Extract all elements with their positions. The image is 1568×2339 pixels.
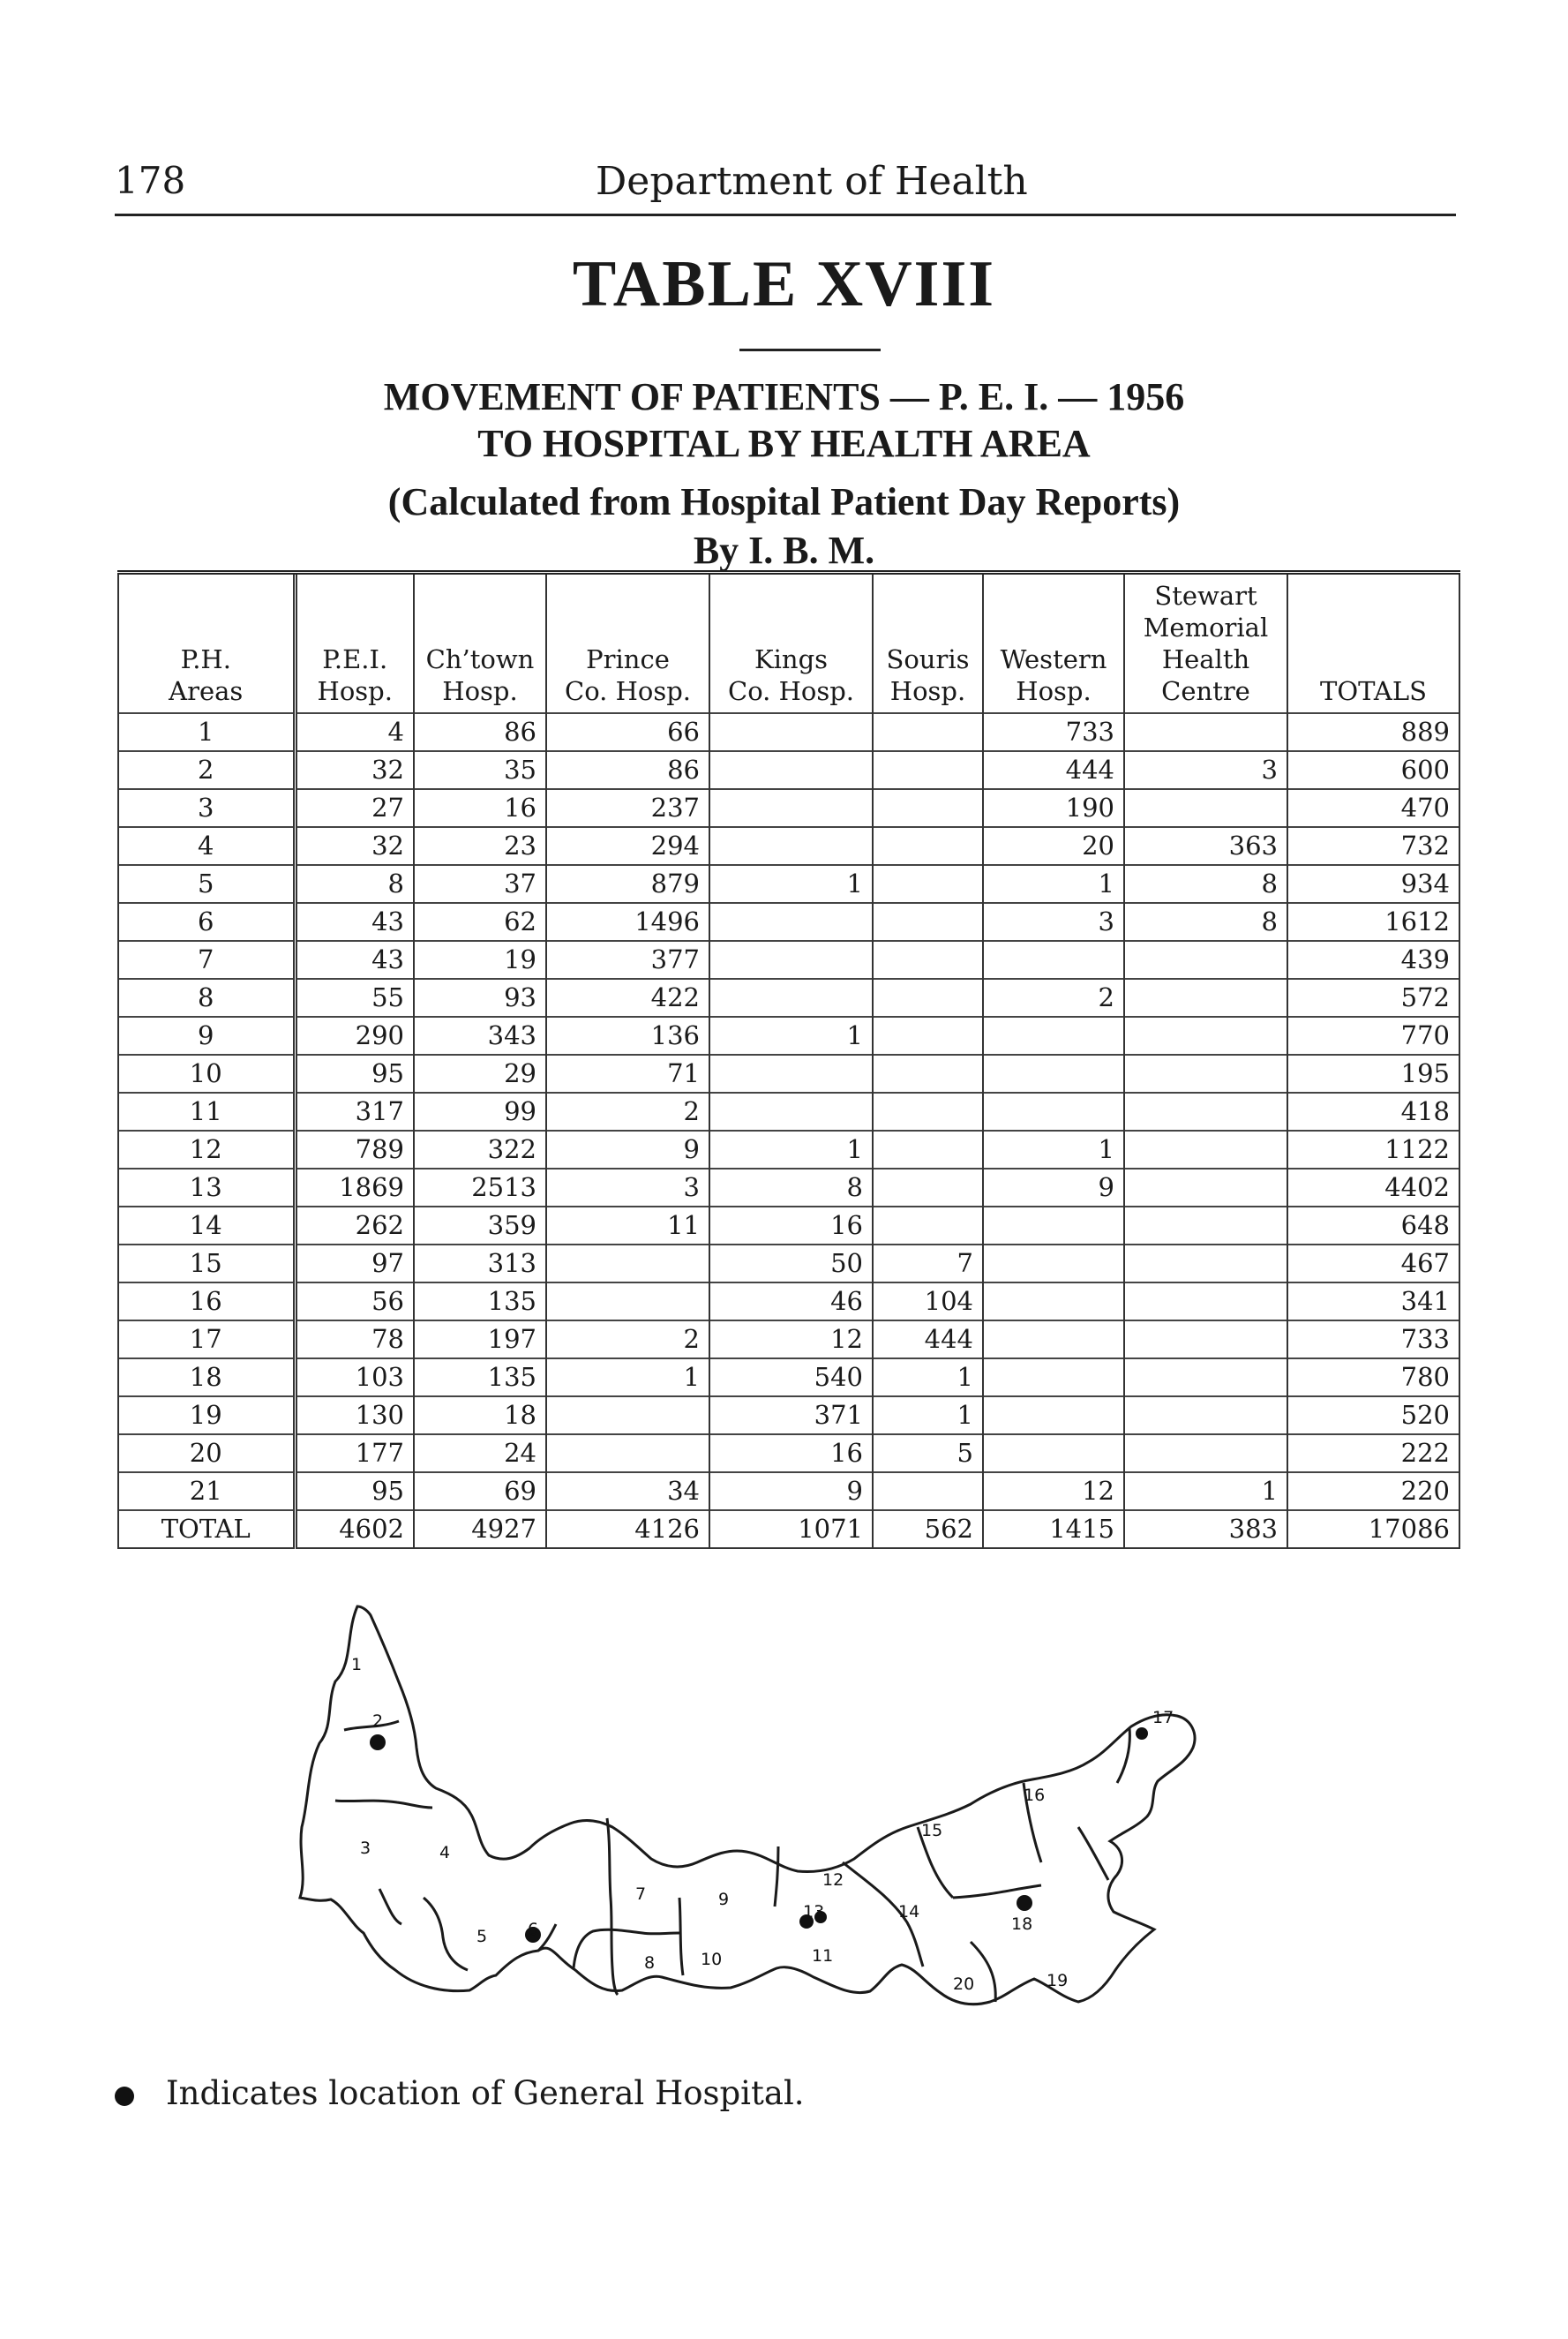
area-label: 8 <box>644 1953 656 1973</box>
table-row <box>118 827 1459 865</box>
table-cell: 37 <box>414 865 546 903</box>
table-cell: 32 <box>295 827 414 865</box>
table-cell <box>1124 1207 1287 1245</box>
area-cell: 19 <box>118 1396 295 1434</box>
table-cell <box>546 1396 709 1434</box>
table-cell <box>1124 789 1287 827</box>
table-cell: 55 <box>295 979 414 1017</box>
table-caption-line: By I. B. M. <box>693 529 875 572</box>
table-cell: 62 <box>414 903 546 941</box>
table-cell: 444 <box>873 1320 983 1358</box>
table-row <box>118 941 1459 979</box>
table-cell: 95 <box>295 1472 414 1510</box>
table-cell: 444 <box>983 751 1124 789</box>
table-cell: 23 <box>414 827 546 865</box>
table-cell: 572 <box>1287 979 1459 1017</box>
table-cell: 86 <box>414 713 546 751</box>
table-cell: 371 <box>709 1396 873 1434</box>
table-cell: 540 <box>709 1358 873 1396</box>
area-cell: 3 <box>118 789 295 827</box>
table-cell <box>873 1017 983 1055</box>
table-cell: 43 <box>295 941 414 979</box>
area-cell: 21 <box>118 1472 295 1510</box>
table-cell: 789 <box>295 1131 414 1169</box>
table-cell: 17086 <box>1287 1510 1459 1548</box>
table-cell: 8 <box>1124 865 1287 903</box>
table-row <box>118 1131 1459 1169</box>
table-cell: 2 <box>546 1093 709 1131</box>
table-row <box>118 1320 1459 1358</box>
table-cell <box>709 1055 873 1093</box>
table-cell: 16 <box>709 1434 873 1472</box>
table-cell: 2 <box>983 979 1124 1017</box>
table-cell: 4927 <box>414 1510 546 1548</box>
table-cell: 780 <box>1287 1358 1459 1396</box>
area-cell: 4 <box>118 827 295 865</box>
table-cell <box>1124 1245 1287 1282</box>
patient-movement-table <box>117 570 1460 1549</box>
table-cell <box>983 1055 1124 1093</box>
table-cell <box>873 865 983 903</box>
header-souris-hosp: Souris Hosp. <box>873 573 983 714</box>
table-cell <box>1124 1282 1287 1320</box>
area-label: 3 <box>360 1839 371 1858</box>
table-cell: 1496 <box>546 903 709 941</box>
area-label: 15 <box>921 1821 943 1840</box>
table-cell <box>983 1434 1124 1472</box>
table-cell: 50 <box>709 1245 873 1282</box>
table-cell: 8 <box>295 865 414 903</box>
table-row <box>118 1055 1459 1093</box>
table-caption-line: (Calculated from Hospital Patient Day Reports) <box>387 480 1181 523</box>
table-cell: 222 <box>1287 1434 1459 1472</box>
table-cell: 1 <box>709 1131 873 1169</box>
table-caption-line: TO HOSPITAL BY HEALTH AREA <box>477 422 1091 465</box>
table-cell: 600 <box>1287 751 1459 789</box>
header-totals: TOTALS <box>1287 573 1459 714</box>
table-cell <box>1124 941 1287 979</box>
table-cell <box>546 1282 709 1320</box>
table-cell: 95 <box>295 1055 414 1093</box>
inner-boundary <box>1078 1827 1108 1880</box>
table-cell: 359 <box>414 1207 546 1245</box>
table-cell: 8 <box>1124 903 1287 941</box>
table-cell <box>873 713 983 751</box>
table-header-row <box>118 573 1459 714</box>
table-cell <box>1124 1093 1287 1131</box>
area-cell: 11 <box>118 1093 295 1131</box>
table-cell: 35 <box>414 751 546 789</box>
table-cell: 4126 <box>546 1510 709 1548</box>
inner-boundary <box>775 1846 778 1907</box>
header-ph-areas: P.H. Areas <box>118 573 295 714</box>
table-cell: 11 <box>546 1207 709 1245</box>
table-cell: 3 <box>1124 751 1287 789</box>
header-western-hosp: Western Hosp. <box>983 573 1124 714</box>
table-cell: 136 <box>546 1017 709 1055</box>
table-cell: 377 <box>546 941 709 979</box>
table-cell: 7 <box>873 1245 983 1282</box>
table-cell <box>1124 1396 1287 1434</box>
header-chtown-hosp: Ch’town Hosp. <box>414 573 546 714</box>
table-cell: 195 <box>1287 1055 1459 1093</box>
area-label: 18 <box>1011 1914 1033 1934</box>
area-label: 9 <box>718 1890 730 1909</box>
table-cell: 9 <box>983 1169 1124 1207</box>
table-cell: 934 <box>1287 865 1459 903</box>
area-cell: 6 <box>118 903 295 941</box>
table-cell: 1 <box>983 1131 1124 1169</box>
area-label: 12 <box>822 1870 844 1890</box>
table-row <box>118 903 1459 941</box>
island-outline <box>300 1606 1195 2004</box>
table-cell <box>983 1017 1124 1055</box>
table-cell <box>709 827 873 865</box>
area-label: 1 <box>351 1655 363 1674</box>
table-cell <box>709 903 873 941</box>
table-cell: 467 <box>1287 1245 1459 1282</box>
area-label: 10 <box>701 1950 723 1969</box>
table-row <box>118 1358 1459 1396</box>
table-row <box>118 865 1459 903</box>
table-cell: 78 <box>295 1320 414 1358</box>
inner-boundary <box>424 1898 468 1970</box>
table-cell: 66 <box>546 713 709 751</box>
table-cell <box>983 1282 1124 1320</box>
table-cell <box>873 1472 983 1510</box>
table-cell <box>709 941 873 979</box>
table-cell: 1 <box>709 1017 873 1055</box>
area-cell: 7 <box>118 941 295 979</box>
table-cell: 322 <box>414 1131 546 1169</box>
table-cell: 262 <box>295 1207 414 1245</box>
table-cell <box>983 1320 1124 1358</box>
table-cell: 69 <box>414 1472 546 1510</box>
table-cell: 439 <box>1287 941 1459 979</box>
table-cell <box>873 1207 983 1245</box>
table-cell <box>1124 1434 1287 1472</box>
table-cell <box>1124 1169 1287 1207</box>
table-cell: 770 <box>1287 1017 1459 1055</box>
table-cell: 3 <box>546 1169 709 1207</box>
area-label: 6 <box>528 1920 539 1939</box>
table-cell: 99 <box>414 1093 546 1131</box>
area-cell: 13 <box>118 1169 295 1207</box>
table-cell <box>1124 1358 1287 1396</box>
table-cell: 237 <box>546 789 709 827</box>
table-cell: 4402 <box>1287 1169 1459 1207</box>
header-kings-co-hosp: Kings Co. Hosp. <box>709 573 873 714</box>
inner-boundary <box>953 1885 1041 1898</box>
inner-boundary <box>679 1898 683 1975</box>
table-cell: 2513 <box>414 1169 546 1207</box>
table-cell: 733 <box>983 713 1124 751</box>
table-cell: 1 <box>983 865 1124 903</box>
header-stewart-memorial: Stewart Memorial Health Centre <box>1124 573 1287 714</box>
table-cell: 1 <box>709 865 873 903</box>
table-cell: 732 <box>1287 827 1459 865</box>
table-cell: 733 <box>1287 1320 1459 1358</box>
running-title: Department of Health <box>596 159 1028 204</box>
area-cell: 8 <box>118 979 295 1017</box>
area-cell: 1 <box>118 713 295 751</box>
inner-boundary <box>538 1924 556 1951</box>
table-row <box>118 713 1459 751</box>
table-cell: 383 <box>1124 1510 1287 1548</box>
area-label: 11 <box>812 1946 834 1966</box>
table-row <box>118 751 1459 789</box>
table-cell: 71 <box>546 1055 709 1093</box>
table-cell: 1 <box>1124 1472 1287 1510</box>
table-cell <box>1124 1017 1287 1055</box>
table-cell: 197 <box>414 1320 546 1358</box>
table-cell: 18 <box>414 1396 546 1434</box>
table-caption-line: MOVEMENT OF PATIENTS — P. E. I. — 1956 <box>383 375 1185 418</box>
table-cell: 24 <box>414 1434 546 1472</box>
table-cell <box>546 1434 709 1472</box>
table-row <box>118 979 1459 1017</box>
table-cell: 4 <box>295 713 414 751</box>
table-cell: 34 <box>546 1472 709 1510</box>
table-cell: 422 <box>546 979 709 1017</box>
table-row <box>118 1017 1459 1055</box>
area-cell: 18 <box>118 1358 295 1396</box>
area-label: 19 <box>1047 1971 1069 1990</box>
table-cell: 2 <box>546 1320 709 1358</box>
table-cell: 294 <box>546 827 709 865</box>
table-cell: 19 <box>414 941 546 979</box>
table-cell: 290 <box>295 1017 414 1055</box>
table-cell: 343 <box>414 1017 546 1055</box>
table-cell: 1869 <box>295 1169 414 1207</box>
table-cell: 130 <box>295 1396 414 1434</box>
table-cell: 879 <box>546 865 709 903</box>
table-cell: 1612 <box>1287 903 1459 941</box>
table-cell: 1 <box>873 1358 983 1396</box>
table-cell <box>709 1093 873 1131</box>
table-cell: 27 <box>295 789 414 827</box>
table-cell: 313 <box>414 1245 546 1282</box>
table-cell: 220 <box>1287 1472 1459 1510</box>
table-cell: 9 <box>546 1131 709 1169</box>
table-cell: 12 <box>709 1320 873 1358</box>
table-cell: 97 <box>295 1245 414 1282</box>
table-cell: 1415 <box>983 1510 1124 1548</box>
hospital-marker <box>370 1734 386 1750</box>
table-cell <box>873 979 983 1017</box>
area-label: 7 <box>635 1884 647 1904</box>
area-cell: 5 <box>118 865 295 903</box>
inner-boundary <box>379 1889 401 1924</box>
title-divider <box>739 349 881 351</box>
table-title: TABLE XVIII <box>572 248 996 320</box>
table-cell <box>709 713 873 751</box>
header-pei-hosp: P.E.I. Hosp. <box>295 573 414 714</box>
area-cell: 10 <box>118 1055 295 1093</box>
inner-boundary <box>335 1801 432 1808</box>
table-cell: 1 <box>873 1396 983 1434</box>
area-label: 16 <box>1024 1786 1046 1805</box>
table-cell: 86 <box>546 751 709 789</box>
area-label: 14 <box>898 1902 920 1922</box>
area-cell: 2 <box>118 751 295 789</box>
table-cell: 16 <box>414 789 546 827</box>
table-cell: 648 <box>1287 1207 1459 1245</box>
area-cell: 20 <box>118 1434 295 1472</box>
table-row <box>118 1245 1459 1282</box>
table-cell: 12 <box>983 1472 1124 1510</box>
table-cell <box>983 1093 1124 1131</box>
table-cell: 520 <box>1287 1396 1459 1434</box>
inner-boundary <box>971 1942 995 2002</box>
table-cell: 9 <box>709 1472 873 1510</box>
legend-text: Indicates location of General Hospital. <box>166 2074 805 2112</box>
area-cell: 14 <box>118 1207 295 1245</box>
table-cell: 190 <box>983 789 1124 827</box>
hospital-marker <box>1017 1895 1032 1911</box>
table-cell <box>1124 1320 1287 1358</box>
table-cell: 1071 <box>709 1510 873 1548</box>
health-area-map <box>247 1571 1279 2083</box>
table-cell: 135 <box>414 1358 546 1396</box>
inner-boundary <box>607 1818 618 1995</box>
table-cell: 93 <box>414 979 546 1017</box>
table-cell <box>873 1169 983 1207</box>
table-cell: 8 <box>709 1169 873 1207</box>
table-cell <box>983 1396 1124 1434</box>
table-cell <box>983 1245 1124 1282</box>
table-cell: 177 <box>295 1434 414 1472</box>
area-label: 5 <box>476 1927 488 1946</box>
table-cell <box>873 941 983 979</box>
table-row <box>118 1434 1459 1472</box>
table-cell: 5 <box>873 1434 983 1472</box>
table-cell <box>873 789 983 827</box>
table-row <box>118 1396 1459 1434</box>
header-prince-co-hosp: Prince Co. Hosp. <box>546 573 709 714</box>
table-row <box>118 789 1459 827</box>
table-cell: 4602 <box>295 1510 414 1548</box>
area-cell: 12 <box>118 1131 295 1169</box>
inner-boundary <box>574 1929 679 1968</box>
table-cell <box>709 789 873 827</box>
table-cell <box>983 1207 1124 1245</box>
table-cell: 341 <box>1287 1282 1459 1320</box>
table-row <box>118 1282 1459 1320</box>
area-cell: 16 <box>118 1282 295 1320</box>
table-cell <box>1124 1055 1287 1093</box>
table-cell: 363 <box>1124 827 1287 865</box>
table-cell: 3 <box>983 903 1124 941</box>
table-cell <box>983 1358 1124 1396</box>
page-number: 178 <box>115 159 186 202</box>
table-cell: 1 <box>546 1358 709 1396</box>
table-cell: 135 <box>414 1282 546 1320</box>
table-row <box>118 1207 1459 1245</box>
table-cell <box>709 751 873 789</box>
table-cell: 29 <box>414 1055 546 1093</box>
table-cell: 562 <box>873 1510 983 1548</box>
table-cell: 56 <box>295 1282 414 1320</box>
table-cell <box>873 751 983 789</box>
area-label: 20 <box>953 1974 975 1994</box>
table-cell <box>873 1131 983 1169</box>
table-cell: 317 <box>295 1093 414 1131</box>
table-cell: 418 <box>1287 1093 1459 1131</box>
area-cell: 9 <box>118 1017 295 1055</box>
table-cell: 1122 <box>1287 1131 1459 1169</box>
table-cell: 20 <box>983 827 1124 865</box>
table-cell: 104 <box>873 1282 983 1320</box>
table-row <box>118 1093 1459 1131</box>
hospital-marker <box>1136 1727 1148 1740</box>
table-cell: 32 <box>295 751 414 789</box>
table-cell: 470 <box>1287 789 1459 827</box>
table-cell <box>546 1245 709 1282</box>
area-label: 2 <box>372 1711 384 1731</box>
area-cell: 15 <box>118 1245 295 1282</box>
area-label: 13 <box>803 1902 825 1922</box>
table-cell: 43 <box>295 903 414 941</box>
table-cell <box>1124 979 1287 1017</box>
table-cell <box>873 1093 983 1131</box>
table-cell <box>873 1055 983 1093</box>
area-cell: TOTAL <box>118 1510 295 1548</box>
area-label: 4 <box>439 1843 451 1862</box>
table-cell <box>873 827 983 865</box>
running-head <box>115 159 1456 216</box>
table-cell <box>1124 713 1287 751</box>
table-cell: 889 <box>1287 713 1459 751</box>
table-cell: 16 <box>709 1207 873 1245</box>
area-label: 17 <box>1152 1708 1174 1727</box>
area-cell: 17 <box>118 1320 295 1358</box>
table-cell <box>873 903 983 941</box>
table-row <box>118 1169 1459 1207</box>
table-cell <box>1124 1131 1287 1169</box>
inner-boundary <box>344 1721 399 1730</box>
table-row <box>118 1472 1459 1510</box>
table-cell: 46 <box>709 1282 873 1320</box>
table-cell: 103 <box>295 1358 414 1396</box>
total-row <box>118 1510 1459 1548</box>
hospital-location-icon <box>115 2087 134 2106</box>
table-cell <box>983 941 1124 979</box>
table-cell <box>709 979 873 1017</box>
